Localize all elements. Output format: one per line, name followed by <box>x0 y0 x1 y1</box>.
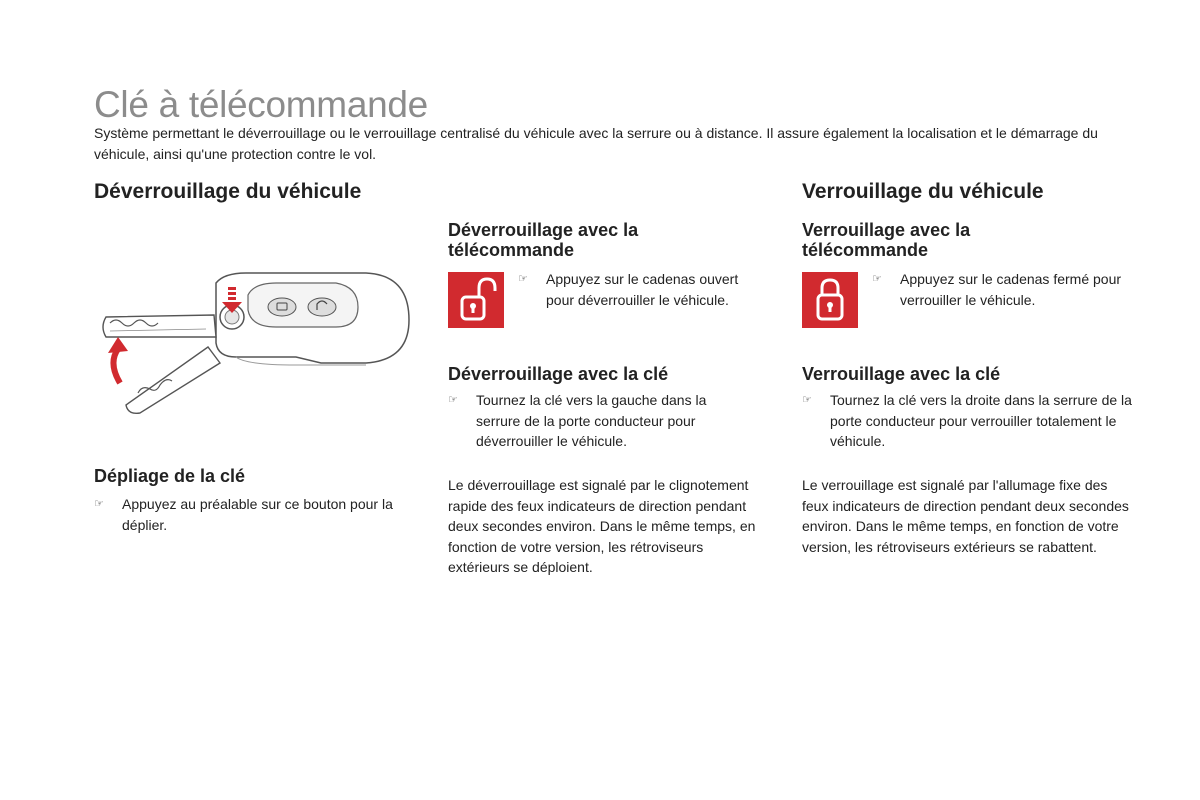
key-illustration <box>96 265 416 415</box>
unlock-section-heading: Déverrouillage du véhicule <box>94 180 362 203</box>
pointing-hand-icon: ☞ <box>94 498 104 510</box>
remote-lock-bullet-text: Appuyez sur le cadenas fermé pour verrouiller le véhicule. <box>900 271 1122 308</box>
depliage-bullet-text: Appuyez au préalable sur ce bouton pour la déplier. <box>122 496 393 533</box>
remote-unlock-bullet <box>518 269 768 310</box>
lock-section-heading: Verrouillage du véhicule <box>802 180 1044 203</box>
pointing-hand-icon: ☞ <box>872 273 882 285</box>
padlock-closed-icon <box>802 272 858 328</box>
key-lock-heading: Verrouillage avec la clé <box>802 364 1001 384</box>
intro-paragraph: Système permettant le déverrouillage ou le verrouillage centralisé du véhicule avec la serrure ou à distance. Il assure également la localisation et le démarrage du véhicule, ainsi qu'une protection contre le vol. <box>94 125 1098 162</box>
remote-unlock-heading-line1: Déverrouillage avec la <box>448 220 639 240</box>
remote-unlock-bullet-text: Appuyez sur le cadenas ouvert pour déverrouiller le véhicule. <box>546 271 739 308</box>
pointing-hand-icon: ☞ <box>448 394 458 406</box>
depliage-bullet <box>94 494 414 535</box>
key-unlock-bullet-text: Tournez la clé vers la gauche dans la serrure de la porte conducteur pour déverrouiller le véhicule. <box>476 392 707 449</box>
pointing-hand-icon: ☞ <box>802 394 812 406</box>
key-lock-bullet <box>802 390 1132 452</box>
page-title: Clé à télécommande <box>94 84 428 125</box>
remote-lock-bullet <box>872 269 1132 310</box>
depliage-heading: Dépliage de la clé <box>94 466 246 486</box>
padlock-open-icon <box>448 272 504 328</box>
remote-lock-heading <box>802 220 1122 260</box>
pointing-hand-icon: ☞ <box>518 273 528 285</box>
key-unlock-heading: Déverrouillage avec la clé <box>448 364 669 384</box>
unlock-note: Le déverrouillage est signalé par le clignotement rapide des feux indicateurs de direction pendant deux secondes environ. Dans le même temps, en fonction de votre version, les rétroviseurs extérieurs se déploient. <box>448 477 756 575</box>
key-unlock-bullet <box>448 390 748 452</box>
remote-unlock-heading-line2: télécommande <box>448 240 575 260</box>
key-lock-bullet-text: Tournez la clé vers la droite dans la serrure de la porte conducteur pour verrouiller totalement le véhicule. <box>830 392 1132 449</box>
remote-unlock-heading <box>448 220 768 260</box>
remote-lock-heading-line1: Verrouillage avec la <box>802 220 971 240</box>
lock-note: Le verrouillage est signalé par l'allumage fixe des feux indicateurs de direction pendant deux secondes environ. Dans le même temps, en fonction de votre version, les rétroviseurs extérieurs se rabattent. <box>802 477 1129 555</box>
remote-lock-heading-line2: télécommande <box>802 240 929 260</box>
